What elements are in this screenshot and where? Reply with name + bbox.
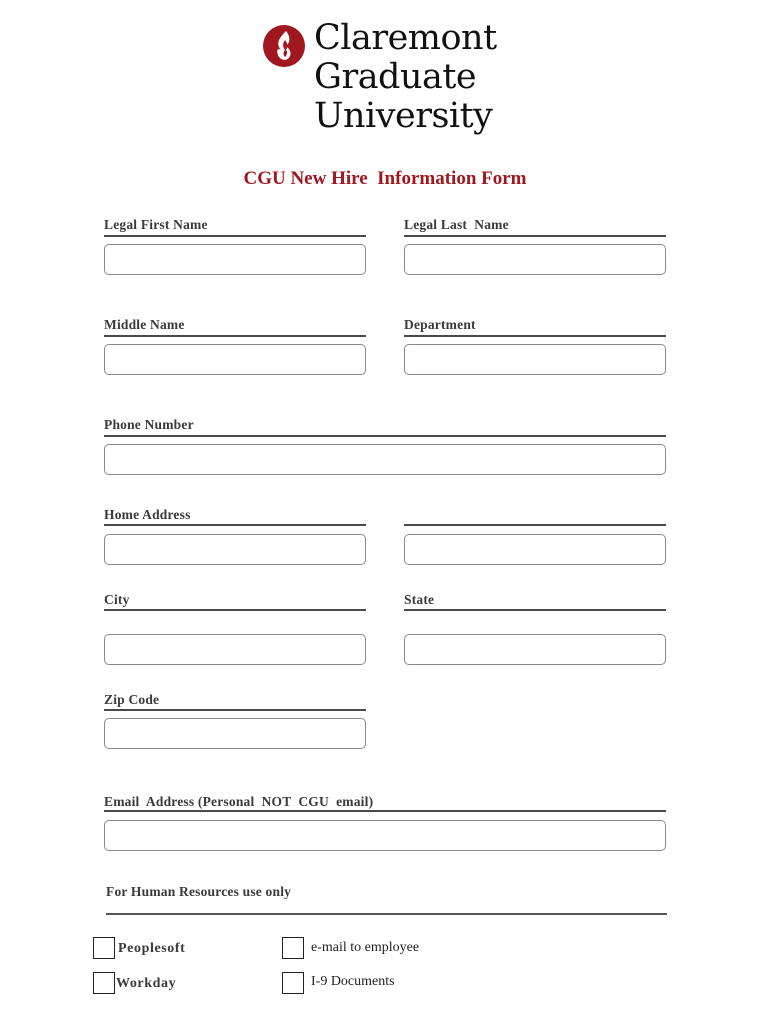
legal-last-name-label: Legal Last Name bbox=[404, 217, 509, 232]
logo-line-1: Claremont bbox=[314, 18, 497, 58]
middle-name-rule bbox=[104, 335, 366, 337]
workday-label: Workday bbox=[116, 976, 177, 991]
hr-section-heading: For Human Resources use only bbox=[106, 884, 292, 899]
legal-first-name-field[interactable] bbox=[104, 244, 366, 275]
legal-last-name-rule bbox=[404, 235, 666, 237]
legal-first-name-label: Legal First Name bbox=[104, 217, 208, 232]
middle-name-field[interactable] bbox=[104, 344, 366, 375]
peoplesoft-label: Peoplesoft bbox=[118, 941, 186, 956]
phone-number-label: Phone Number bbox=[104, 417, 194, 432]
logo-line-3: University bbox=[314, 96, 493, 136]
hr-section-rule bbox=[106, 913, 667, 915]
flame-icon bbox=[262, 24, 306, 68]
city-field[interactable] bbox=[104, 634, 366, 665]
state-field[interactable] bbox=[404, 634, 666, 665]
university-logo bbox=[262, 18, 502, 142]
email-to-employee-label: e-mail to employee bbox=[311, 940, 420, 955]
department-field[interactable] bbox=[404, 344, 666, 375]
home-address-line2-field[interactable] bbox=[404, 534, 666, 565]
peoplesoft-checkbox[interactable] bbox=[93, 937, 115, 959]
email-rule bbox=[104, 810, 666, 812]
home-address-field[interactable] bbox=[104, 534, 366, 565]
department-label: Department bbox=[404, 317, 476, 332]
legal-last-name-field[interactable] bbox=[404, 244, 666, 275]
email-label: Email Address (Personal NOT CGU email) bbox=[104, 794, 374, 809]
home-address-rule bbox=[104, 524, 366, 526]
i9-documents-label: I-9 Documents bbox=[311, 974, 395, 989]
city-label: City bbox=[104, 592, 130, 607]
logo-wordmark bbox=[314, 19, 497, 136]
zip-code-label: Zip Code bbox=[104, 692, 160, 707]
phone-number-rule bbox=[104, 435, 666, 437]
state-rule bbox=[404, 609, 666, 611]
middle-name-label: Middle Name bbox=[104, 317, 185, 332]
zip-code-rule bbox=[104, 709, 366, 711]
state-label: State bbox=[404, 592, 435, 607]
form-title: CGU New Hire Information Form bbox=[243, 168, 527, 189]
home-address-line2-rule bbox=[404, 524, 666, 526]
logo-line-2: Graduate bbox=[314, 57, 477, 97]
city-rule bbox=[104, 609, 366, 611]
department-rule bbox=[404, 335, 666, 337]
legal-first-name-rule bbox=[104, 235, 366, 237]
workday-checkbox[interactable] bbox=[93, 972, 115, 994]
phone-number-field[interactable] bbox=[104, 444, 666, 475]
email-field[interactable] bbox=[104, 820, 666, 851]
zip-code-field[interactable] bbox=[104, 718, 366, 749]
i9-documents-checkbox[interactable] bbox=[282, 972, 304, 994]
home-address-label: Home Address bbox=[104, 507, 191, 522]
email-to-employee-checkbox[interactable] bbox=[282, 937, 304, 959]
